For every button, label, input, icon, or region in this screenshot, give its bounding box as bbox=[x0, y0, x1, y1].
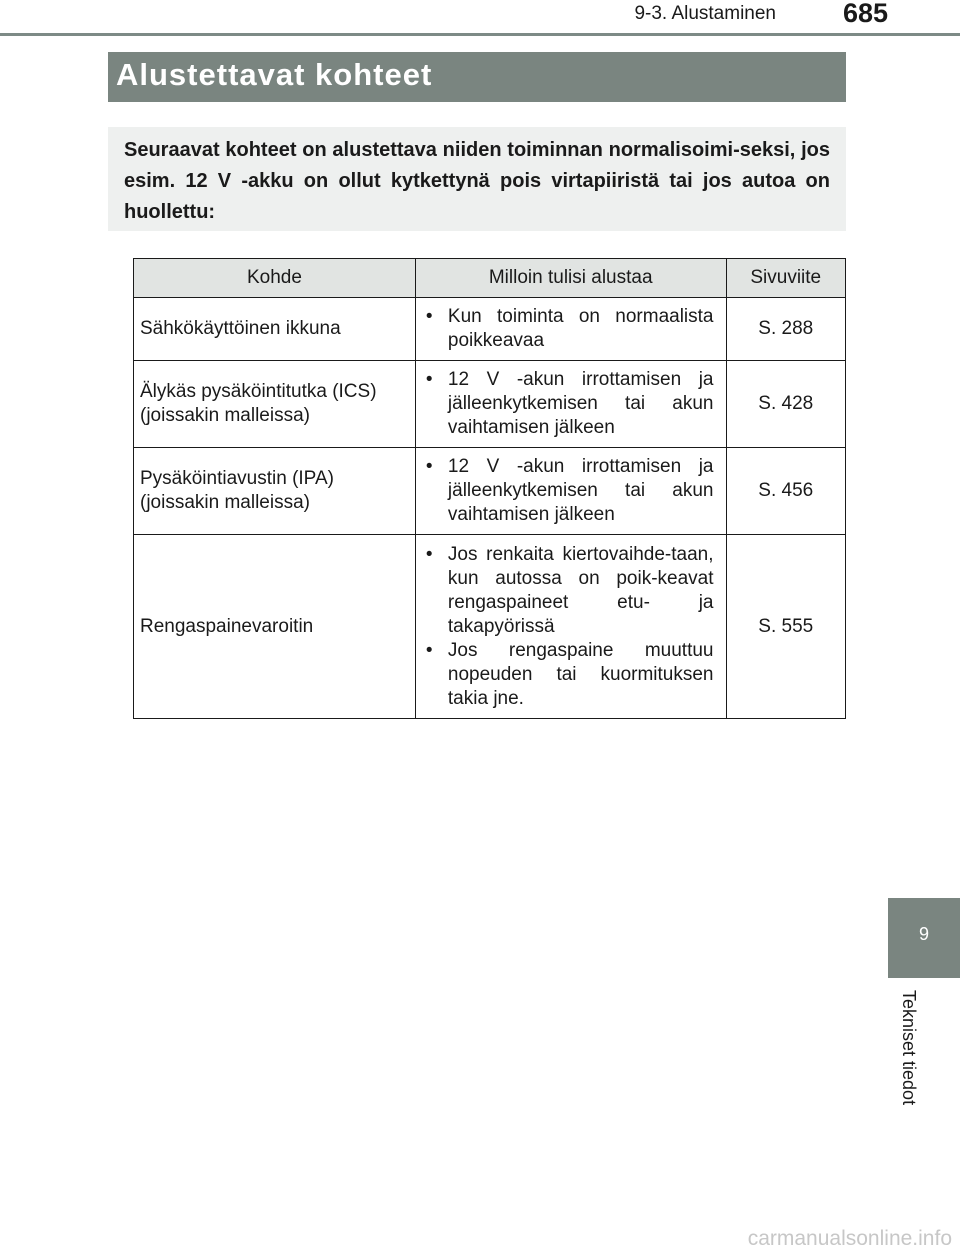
page-header bbox=[0, 0, 960, 40]
column-header-when: Milloin tulisi alustaa bbox=[415, 259, 726, 298]
when-list bbox=[422, 455, 714, 527]
column-header-reference: Sivuviite bbox=[726, 259, 846, 298]
reset-items-table bbox=[133, 258, 846, 719]
table-header-row bbox=[134, 259, 846, 298]
chapter-tab bbox=[888, 898, 960, 978]
when-bullet: • Jos renkaita kiertovaihde-taan, kun autossa on poik-keavat rengaspaineet etu- ja takapyörissä bbox=[422, 543, 714, 639]
row-when bbox=[415, 535, 726, 719]
watermark: carmanualsonline.info bbox=[747, 1227, 952, 1250]
row-page-reference: S. 456 bbox=[726, 448, 846, 535]
when-bullet: • 12 V -akun irrottamisen ja jälleenkytkemisen tai akun vaihtamisen jälkeen bbox=[422, 455, 714, 527]
when-bullet: • Jos rengaspaine muuttuu nopeuden tai kuormituksen takia jne. bbox=[422, 639, 714, 711]
table-row bbox=[134, 298, 846, 361]
page-title: Alustettavat kohteet bbox=[108, 52, 846, 102]
when-list bbox=[422, 368, 714, 440]
table-row bbox=[134, 448, 846, 535]
row-item: Sähkökäyttöinen ikkuna bbox=[134, 298, 416, 361]
section-title: 9-3. Alustaminen bbox=[634, 3, 776, 24]
intro-box bbox=[108, 127, 846, 231]
row-when bbox=[415, 361, 726, 448]
row-page-reference: S. 555 bbox=[726, 535, 846, 719]
column-header-item: Kohde bbox=[134, 259, 416, 298]
chapter-number: 9 bbox=[918, 924, 929, 944]
row-item: Pysäköintiavustin (IPA) (joissakin malleissa) bbox=[134, 448, 416, 535]
when-list bbox=[422, 305, 714, 353]
when-bullet: • 12 V -akun irrottamisen ja jälleenkytkemisen tai akun vaihtamisen jälkeen bbox=[422, 368, 714, 440]
intro-text: Seuraavat kohteet on alustettava niiden toiminnan normalisoimi-seksi, jos esim. 12 V -akku on ollut kytkettynä pois virtapiiristä tai jos autoa on huollettu: bbox=[124, 139, 830, 223]
chapter-label: Tekniset tiedot bbox=[899, 990, 919, 1106]
when-bullet: • Kun toiminta on normaalista poikkeavaa bbox=[422, 305, 714, 353]
table-row bbox=[134, 361, 846, 448]
row-item: Älykäs pysäköintitutka (ICS) (joissakin malleissa) bbox=[134, 361, 416, 448]
when-list bbox=[422, 543, 714, 711]
row-page-reference: S. 288 bbox=[726, 298, 846, 361]
header-rule bbox=[0, 33, 960, 36]
table-row bbox=[134, 535, 846, 719]
page-number: 685 bbox=[842, 0, 888, 28]
row-when bbox=[415, 298, 726, 361]
row-when bbox=[415, 448, 726, 535]
row-item: Rengaspainevaroitin bbox=[134, 535, 416, 719]
row-page-reference: S. 428 bbox=[726, 361, 846, 448]
